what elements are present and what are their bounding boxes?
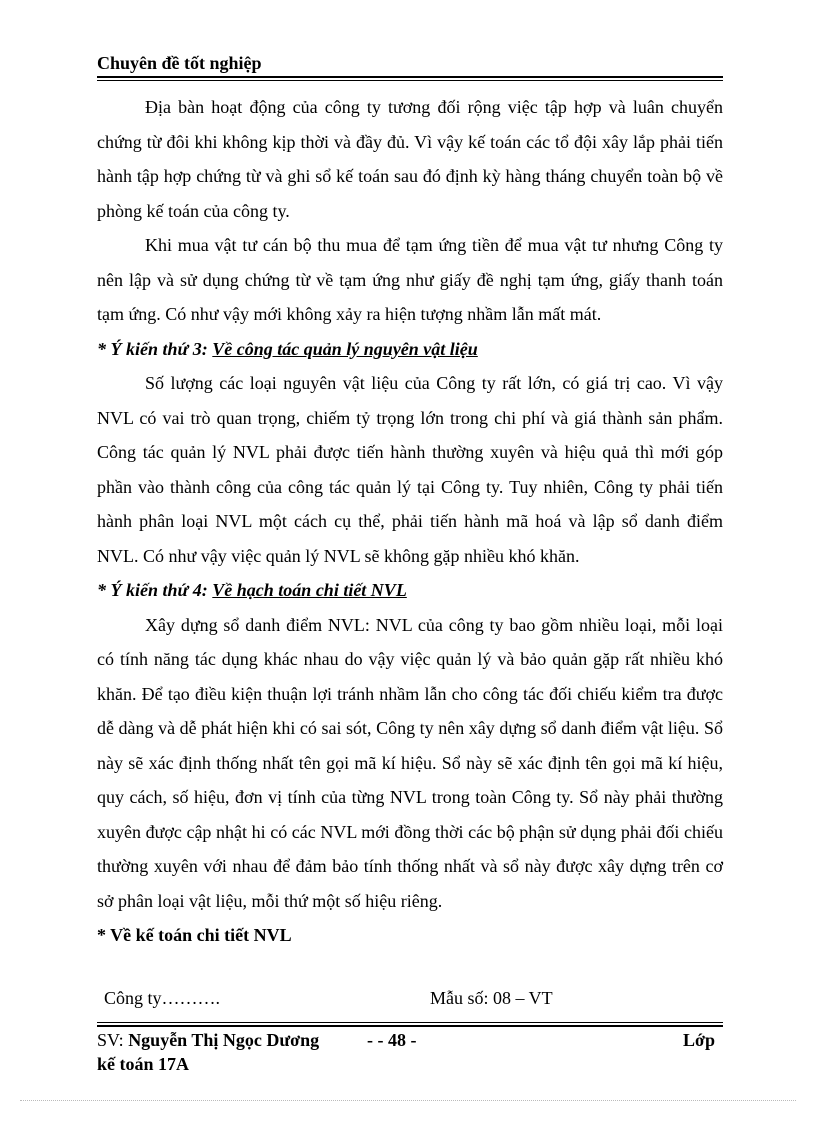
- heading-detail-accounting: * Về kế toán chi tiết NVL: [97, 925, 292, 945]
- paragraph-4: Xây dựng sổ danh điểm NVL: NVL của công ty bao gồm nhiều loại, mỗi loại có tính năng tác dụng khác nhau do vậy việc quản lý và bảo quản gặp rất nhiều khó khăn. Để tạo điều kiện thuận lợi tránh nhầm lẫn cho công tác đối chiếu kiểm tra được dễ dàng và dễ phát hiện khi có sai sót, Công ty nên xây dựng sổ danh điểm vật liệu. Sổ này sẽ xác định thống nhất tên gọi mã kí hiệu. Sổ này sẽ xác định tên gọi mã kí hiệu, quy cách, số hiệu, đơn vị tính của từng NVL trong toàn Công ty. Sổ này phải thường xuyên được cập nhật hi có các NVL mới đồng thời các bộ phận sử dụng phải đối chiếu thường xuyên với nhau để đảm bảo tính thống nhất và sổ này được xây dựng trên cơ sở phân loại vật liệu, mỗi thứ một số hiệu riêng.: [97, 614, 723, 911]
- heading-3-title: Về công tác quản lý nguyên vật liệu: [212, 338, 478, 359]
- form-company-label: Công ty……….: [104, 988, 221, 1008]
- heading-4-separator: :: [201, 580, 213, 600]
- heading-3-prefix: * Ý kiến thứ 3: [97, 338, 202, 359]
- paragraph-1: Địa bàn hoạt động của công ty tương đối rộng việc tập hợp và luân chuyển chứng từ đôi khi không kịp thời và đầy đủ. Vì vậy kế toán các tổ đội xây lắp phải tiến hành tập hợp chứng từ và ghi sổ kế toán sau đó định kỳ hàng tháng chuyển toàn bộ về phòng kế toán của công ty.: [97, 97, 723, 221]
- footer-sv-label: SV:: [97, 1030, 129, 1050]
- page-body: [97, 90, 723, 953]
- form-number-label: Mẫu số: 08 – VT: [430, 988, 553, 1008]
- page-footer: [97, 1028, 723, 1080]
- page-edge-divider: [20, 1100, 796, 1101]
- footer-student: [97, 1028, 319, 1052]
- heading-opinion-3: [97, 332, 723, 367]
- heading-4-prefix: * Ý kiến thứ 4: [97, 580, 202, 600]
- footer-rule: [97, 1022, 723, 1027]
- footer-class-label: Lớp: [683, 1030, 715, 1050]
- heading-3-separator: :: [201, 338, 213, 359]
- heading-opinion-4: [97, 573, 723, 608]
- footer-sv-name: Nguyễn Thị Ngọc Dương: [128, 1030, 320, 1050]
- footer-class-name: kế toán 17A: [97, 1054, 190, 1074]
- paragraph-3: Số lượng các loại nguyên vật liệu của Công ty rất lớn, có giá trị cao. Vì vậy NVL có vai trò quan trọng, chiếm tỷ trọng lớn trong chi phí và giá thành sản phẩm. Công tác quản lý NVL phải được tiến hành thường xuyên và hiệu quả thì mới góp phần vào thành công của công tác quản lý tại Công ty. Tuy nhiên, Công ty phải tiến hành phân loại NVL một cách cụ thể, phải tiến hành mã hoá và lập sổ danh điểm NVL. Có như vậy việc quản lý NVL sẽ không gặp nhiều khó khăn.: [97, 373, 723, 566]
- header-rule: [97, 76, 723, 81]
- paragraph-2: Khi mua vật tư cán bộ thu mua để tạm ứng tiền để mua vật tư nhưng Công ty nên lập và sử dụng chứng từ về tạm ứng như giấy đề nghị tạm ứng, giấy thanh toán tạm ứng. Có như vậy mới không xảy ra hiện tượng nhầm lẫn mất mát.: [97, 235, 723, 324]
- page-header: [97, 52, 723, 78]
- heading-4-title: Về hạch toán chi tiết NVL: [212, 580, 407, 600]
- header-title: Chuyên đề tốt nghiệp: [97, 53, 262, 73]
- page-number: - - 48 -: [367, 1030, 417, 1050]
